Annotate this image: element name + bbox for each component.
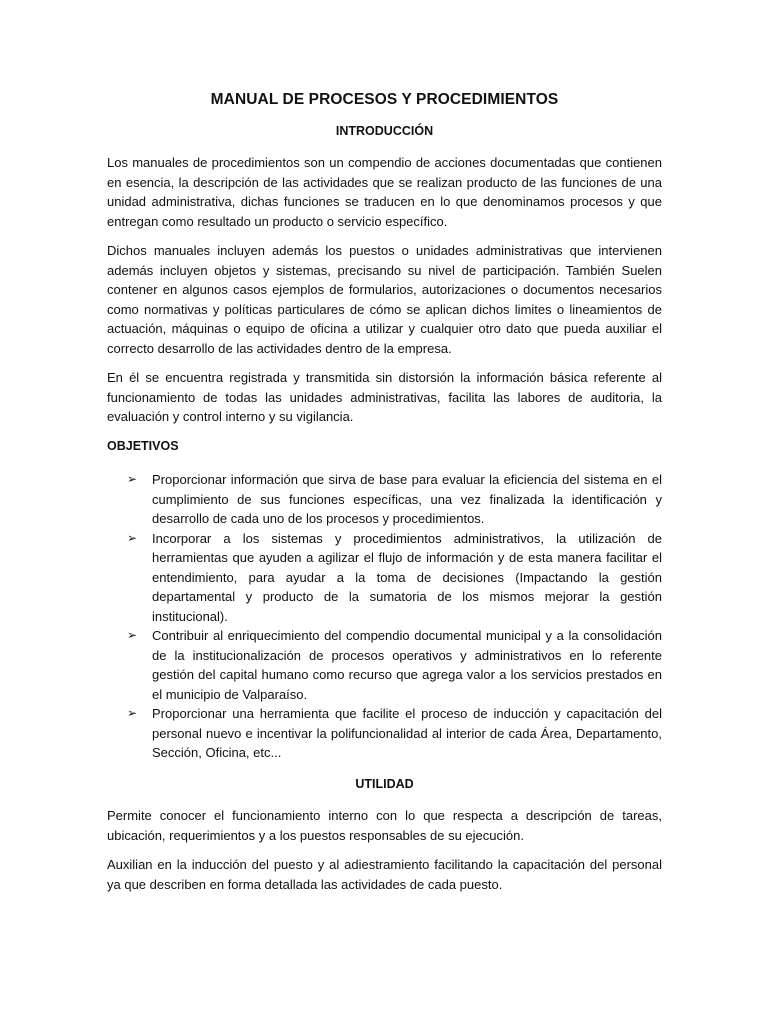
utilidad-paragraph-2: Auxilian en la inducción del puesto y al adiestramiento facilitando la capacitación del personal ya que describen en forma detallada las actividades de cada puesto.: [107, 857, 662, 892]
objetivo-text: Proporcionar una herramienta que facilite el proceso de inducción y capacitación del personal nuevo e incentivar la polifuncionalidad al interior de cada Área, Departamento, Sección, Oficina, etc...: [152, 706, 662, 760]
arrow-bullet-icon: ➢: [127, 530, 138, 545]
objetivos-list: [107, 470, 662, 763]
introduccion-paragraph-1: Los manuales de procedimientos son un compendio de acciones documentadas que contienen en esencia, la descripción de las actividades que se realizan producto de las funciones de una unidad administrativa, dichas funciones se traducen en lo que denominamos procesos y que entregan como resultado un producto o servicio específico.: [107, 155, 662, 229]
list-item: [127, 470, 662, 529]
list-item: [127, 529, 662, 627]
list-item: [127, 704, 662, 763]
document-body: [107, 90, 662, 904]
introduccion-paragraph-3: En él se encuentra registrada y transmitida sin distorsión la información básica referente al funcionamiento de todas las unidades administrativas, facilita las labores de auditoria, la evaluación y control interno y su vigilancia.: [107, 370, 662, 424]
arrow-bullet-icon: ➢: [127, 628, 138, 642]
objetivos-heading: OBJETIVOS: [107, 438, 179, 453]
introduccion-paragraph-2: Dichos manuales incluyen además los puestos o unidades administrativas que intervienen además incluyen objetos y sistemas, precisando su nivel de participación. También Suelen contener en algunos casos ejemplos de formularios, autorizaciones o documentos necesarios como normativas y políticas particulares de cómo se aplican dichos limites o lineamientos de actuación, máquinas o equipo de oficina a utilizar y cualquier otro dato que pueda auxiliar el correcto desarrollo de las actividades dentro de la empresa.: [107, 243, 662, 356]
utilidad-paragraph-1: Permite conocer el funcionamiento interno con lo que respecta a descripción de tareas, ubicación, requerimientos y a los puestos responsables de su ejecución.: [107, 808, 662, 843]
document-title: MANUAL DE PROCESOS Y PROCEDIMIENTOS: [210, 91, 559, 108]
arrow-bullet-icon: ➢: [127, 706, 138, 720]
introduccion-heading: INTRODUCCIÓN: [335, 123, 434, 138]
objetivo-text: Contribuir al enriquecimiento del compendio documental municipal y a la consolidación de la institucionalización de procesos operativos y administrativos en lo referente gestión del capital humano como recurso que agrega valor a los servicios prestados en el municipio de Valparaíso.: [152, 628, 662, 702]
arrow-bullet-icon: ➢: [127, 472, 138, 486]
objetivo-text: Incorporar a los sistemas y procedimientos administrativos, la utilización de herramientas que ayuden a agilizar el flujo de información y de esta manera facilitar el entendimiento, para ayudar a la toma de decisiones (Impactando la gestión departamental y producto de la sumatoria de los mismos mejorar la gestión institucional).: [152, 530, 662, 624]
list-item: [127, 626, 662, 704]
utilidad-heading: UTILIDAD: [355, 776, 414, 791]
objetivo-text: Proporcionar información que sirva de base para evaluar la eficiencia del sistema en el cumplimiento de sus funciones específicas, una vez finalizada la identificación y desarrollo de cada uno de los procesos y procedimientos.: [152, 472, 662, 526]
